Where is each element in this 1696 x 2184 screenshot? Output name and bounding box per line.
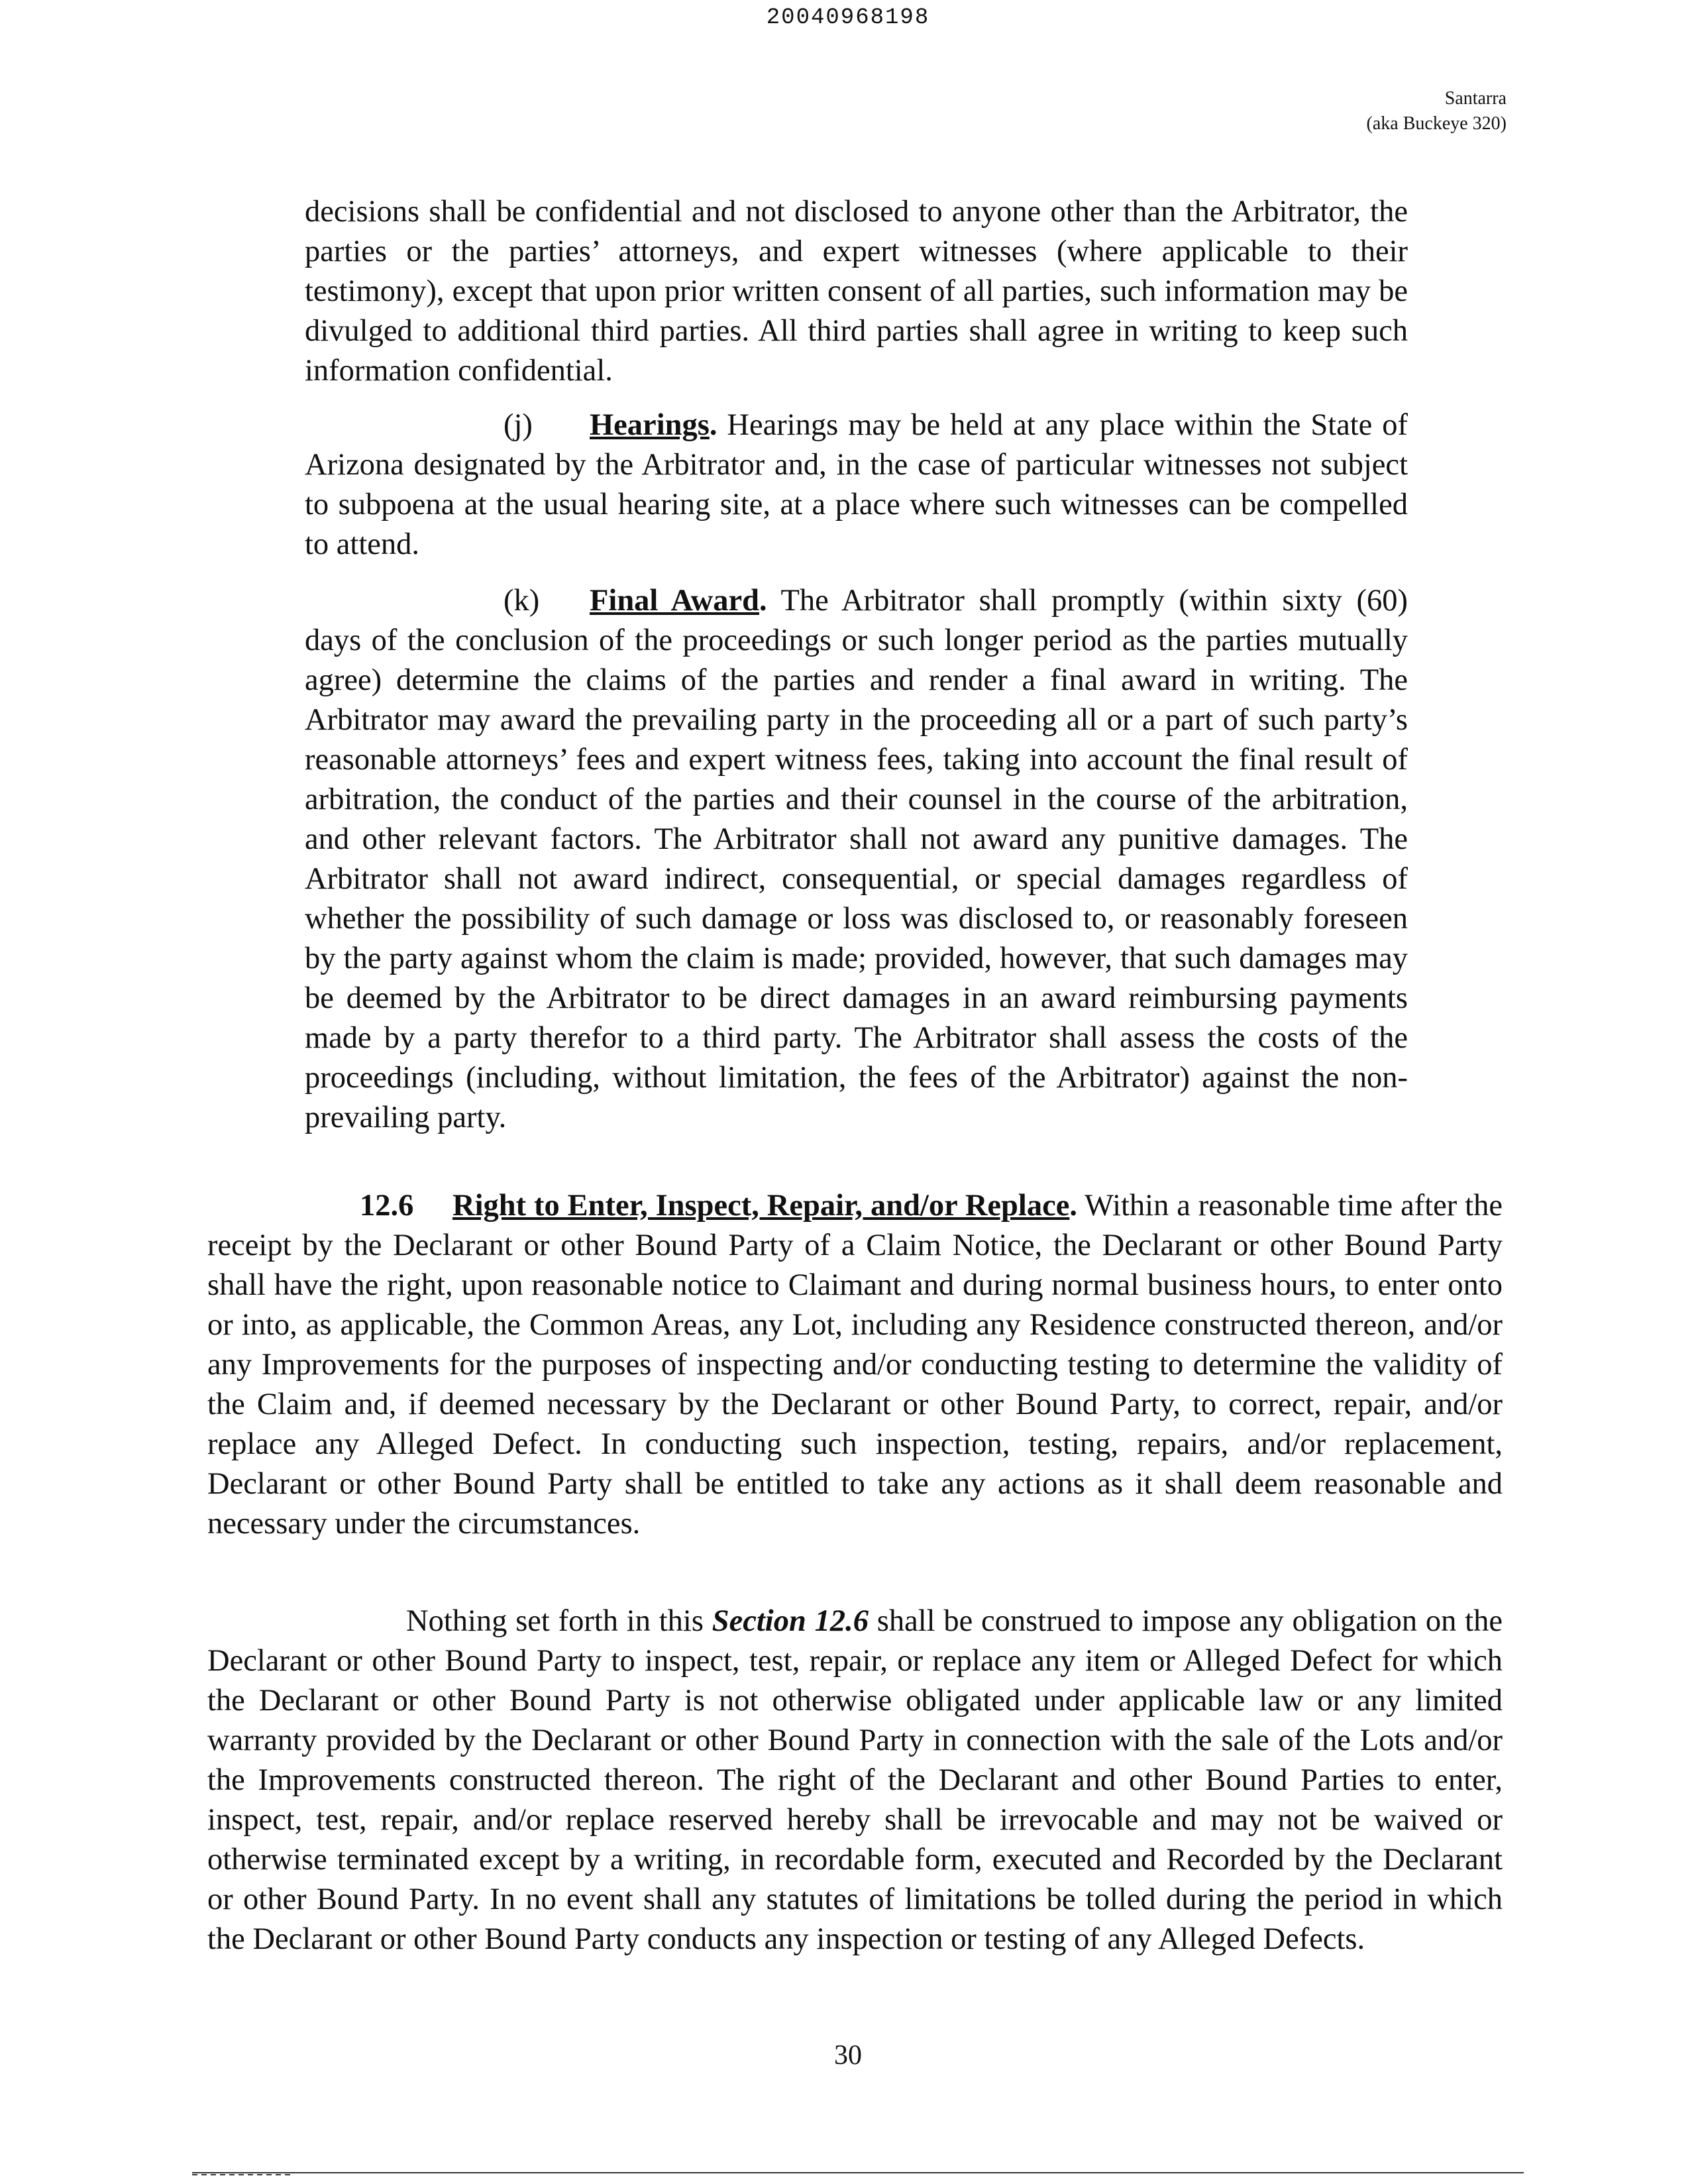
paragraph-section-12-6: 12.6 Right to Enter, Inspect, Repair, and/or Replace. Within a reasonable time after the receipt by the Declarant or other Bound Party of a Claim Notice, the Declarant or other Bound Party shall have the right, upon reasonable notice to Claimant and during normal business hours, to enter onto or into, as applicable, the Common Areas, any Lot, including any Residence constructed thereon, and/or any Improvements for the purposes of inspecting and/or conducting testing to determine the validity of the Claim and, if deemed necessary by the Declarant or other Bound Party, to correct, repair, and/or replace any Alleged Defect. In conducting such inspection, testing, repairs, and/or replacement, Declarant or other Bound Party shall be entitled to take any actions as it shall deem reasonable and necessary under the circumstances.: [207, 1186, 1503, 1544]
section-12-6-text: Within a reasonable time after the receipt by the Declarant or other Bound Party of a Claim Notice, the Declarant or other Bound Party shall have the right, upon reasonable notice to Claimant and during normal business hours, to enter onto or into, as applicable, the Common Areas, any Lot, including any Residence constructed thereon, and/or any Improvements for the purposes of inspecting and/or conducting testing to determine the validity of the Claim and, if deemed necessary by the Declarant or other Bound Party, to correct, repair, and/or replace any Alleged Defect. In conducting such inspection, testing, repairs, and/or replacement, Declarant or other Bound Party shall be entitled to take any actions as it shall deem reasonable and necessary under the circumstances.: [207, 1189, 1503, 1541]
header-project-name: Santarra: [1444, 88, 1507, 109]
bottom-rule: [192, 2172, 1524, 2173]
section-reference: Section 12.6: [712, 1604, 869, 1638]
final-award-text: The Arbitrator shall promptly (within sixty (60) days of the conclusion of the proceedings or such longer period as the parties mutually agree) determine the claims of the parties and render a final award in writing. The Arbitrator may award the prevailing party in the proceeding all or a part of such party’s reasonable attorneys’ fees and expert witness fees, taking into account the final result of arbitration, the conduct of the parties and their counsel in the course of the arbitration, and other relevant factors. The Arbitrator shall not award any punitive damages. The Arbitrator shall not award indirect, consequential, or special damages regardless of whether the possibility of such damage or loss was disclosed to, or reasonably foreseen by the party against whom the claim is made; provided, however, that such damages may be deemed by the Arbitrator to be direct damages in an award reimbursing payments made by a party therefor to a third party. The Arbitrator shall assess the costs of the proceedings (including, without limitation, the fees of the Arbitrator) against the non-prevailing party.: [305, 584, 1408, 1134]
no-obligation-text: shall be construed to impose any obligation on the Declarant or other Bound Party to inspect, test, repair, or replace any item or Alleged Defect for which the Declarant or other Bound Party is not otherwise obligated under applicable law or any limited warranty provided by the Declarant or other Bound Party in connection with the sale of the Lots and/or the Improvements constructed thereon. The right of the Declarant and other Bound Parties to enter, inspect, test, repair, and/or replace reserved hereby shall be irrevocable and may not be waived or otherwise terminated except by a writing, in recordable form, executed and Recorded by the Declarant or other Bound Party. In no event shall any statutes of limitations be tolled during the period in which the Declarant or other Bound Party conducts any inspection or testing of any Alleged Defects.: [207, 1604, 1503, 1956]
section-number-12-6: 12.6: [360, 1189, 414, 1223]
document-number: 20040968198: [766, 5, 930, 30]
item-label-j: (j): [504, 408, 533, 442]
item-label-k: (k): [504, 584, 540, 618]
running-header: [1367, 86, 1507, 136]
paragraph-final-award: (k) Final Award. The Arbitrator shall promptly (within sixty (60) days of the conclusion of the proceedings or such longer period as the parties mutually agree) determine the claims of the parties and render a final award in writing. The Arbitrator may award the prevailing party in the proceeding all or a part of such party’s reasonable attorneys’ fees and expert witness fees, taking into account the final result of arbitration, the conduct of the parties and their counsel in the course of the arbitration, and other relevant factors. The Arbitrator shall not award any punitive damages. The Arbitrator shall not award indirect, consequential, or special damages regardless of whether the possibility of such damage or loss was disclosed to, or reasonably foreseen by the party against whom the claim is made; provided, however, that such damages may be deemed by the Arbitrator to be direct damages in an award reimbursing payments made by a party therefor to a third party. The Arbitrator shall assess the costs of the proceedings (including, without limitation, the fees of the Arbitrator) against the non-prevailing party.: [305, 581, 1408, 1138]
page-number: 30: [834, 2040, 862, 2071]
paragraph-no-obligation: [207, 1602, 1503, 1959]
heading-right-to-enter: Right to Enter, Inspect, Repair, and/or Replace: [452, 1189, 1070, 1223]
heading-hearings: Hearings: [590, 408, 710, 442]
paragraph-hearings: (j) Hearings. Hearings may be held at any place within the State of Arizona designated by the Arbitrator and, in the case of particular witnesses not subject to subpoena at the usual hearing site, at a place where such witnesses can be compelled to attend.: [305, 406, 1408, 565]
hearings-text: Hearings may be held at any place within the State of Arizona designated by the Arbitrator and, in the case of particular witnesses not subject to subpoena at the usual hearing site, at a place where such witnesses can be compelled to attend.: [305, 408, 1408, 561]
header-project-aka: (aka Buckeye 320): [1366, 113, 1507, 134]
no-obligation-lead: Nothing set forth in this: [406, 1604, 704, 1638]
bottom-rule-dashed: [192, 2174, 292, 2175]
heading-final-award: Final Award: [590, 584, 759, 618]
paragraph-confidentiality: decisions shall be confidential and not disclosed to anyone other than the Arbitrator, the parties or the parties’ attorneys, and expert witnesses (where applicable to their testimony), except that upon prior written consent of all parties, such information may be divulged to additional third parties. All third parties shall agree in writing to keep such information confidential.: [305, 195, 1408, 388]
